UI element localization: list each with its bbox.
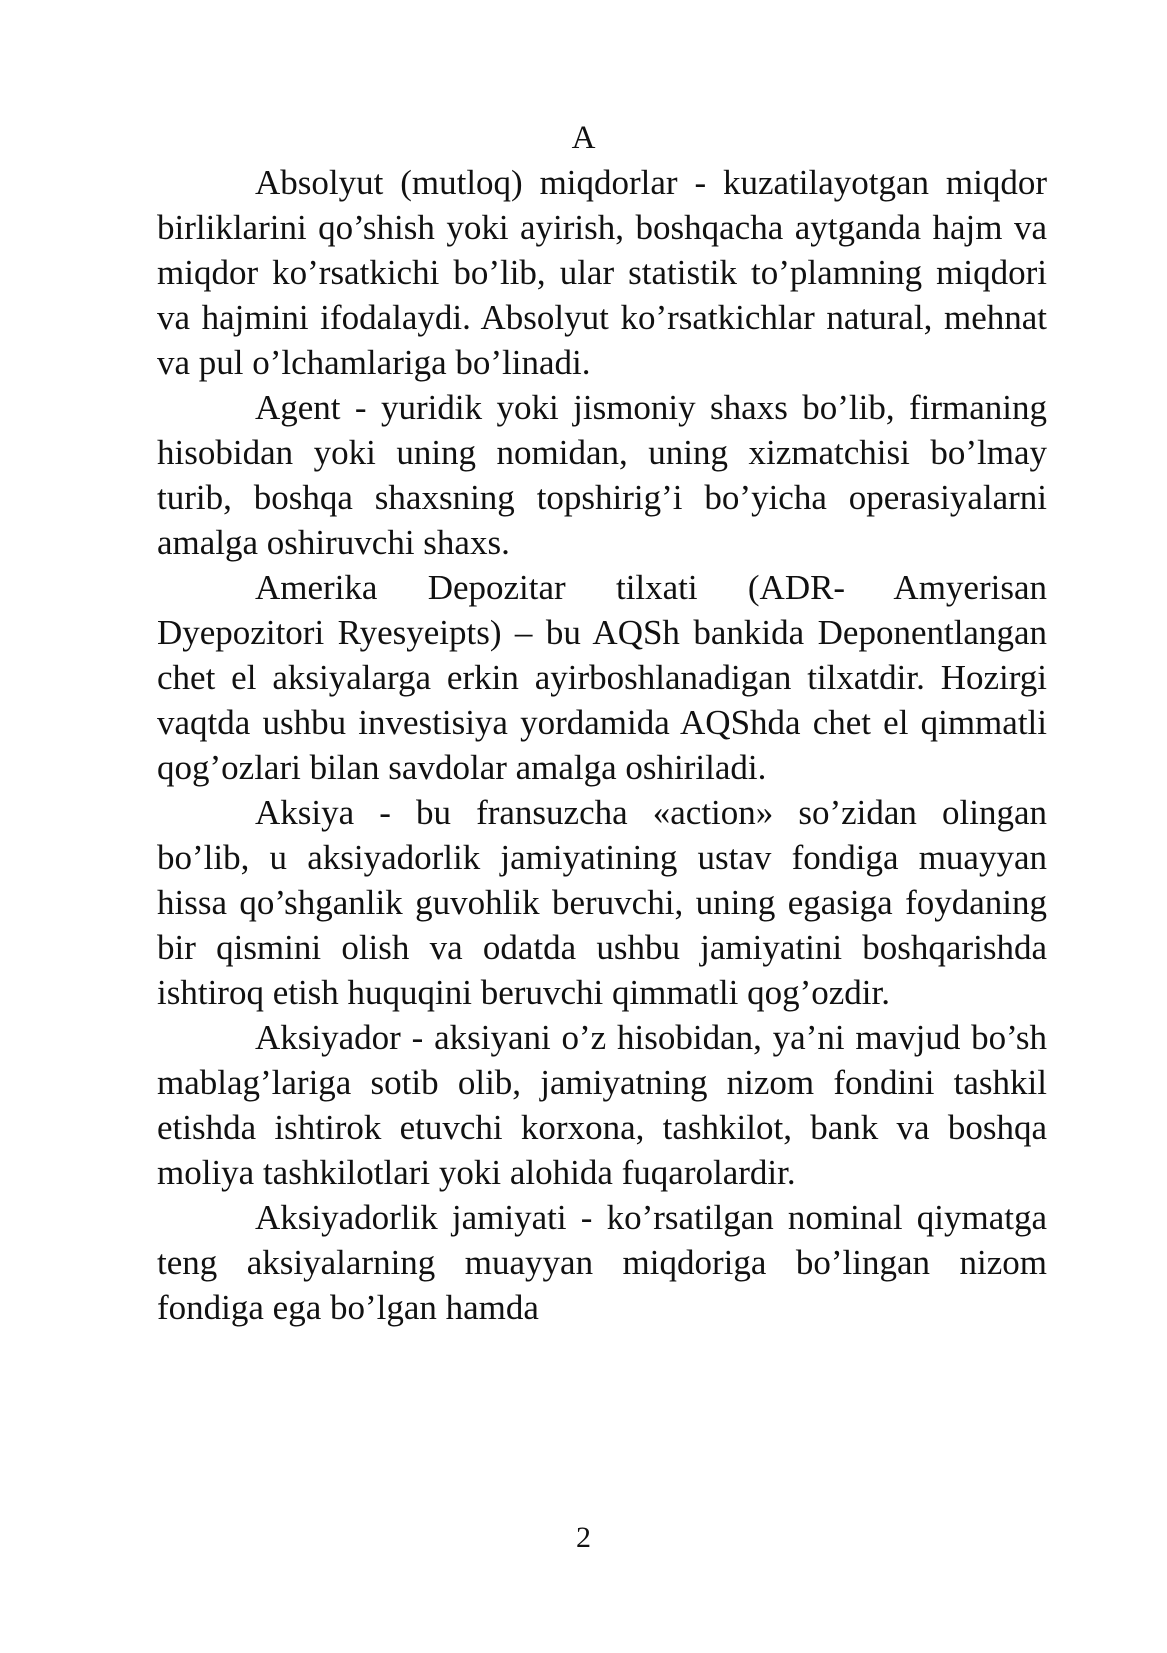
glossary-entry-absolyut: Absolyut (mutloq) miqdorlar - kuzatilayotgan miqdor birliklarini qo’shish yoki ayirish, boshqacha aytganda hajm va miqdor ko’rsatkichi bo’lib, ular statistik to’plamning miqdori va hajmini ifodalaydi. Absolyut ko’rsatkichlar natural, mehnat va pul o’lchamlariga bo’linadi. (157, 163, 1047, 382)
glossary-entries (157, 160, 1047, 1330)
glossary-entry-agent: Agent - yuridik yoki jismoniy shaxs bo’lib, firmaning hisobidan yoki uning nomidan, uning xizmatchisi bo’lmay turib, boshqa shaxsning topshirig’i bo’yicha operasiyalarni amalga oshiruvchi shaxs. (157, 388, 1047, 562)
section-letter: A (571, 120, 596, 156)
glossary-entry-aksiyadorlik-jamiyati: Aksiyadorlik jamiyati - ko’rsatilgan nominal qiymatga teng aksiyalarning muayyan miqdoriga bo’lingan nizom fondiga ega bo’lgan hamda (157, 1198, 1047, 1327)
glossary-entry-aksiyador: Aksiyador - aksiyani o’z hisobidan, ya’ni mavjud bo’sh mablag’lariga sotib olib, jamiyatning nizom fondini tashkil etishda ishtirok etuvchi korxona, tashkilot, bank va boshqa moliya tashkilotlari yoki alohida fuqarolardir. (157, 1018, 1047, 1192)
glossary-entry-aksiya: Aksiya - bu fransuzcha «action» so’zidan olingan bo’lib, u aksiyadorlik jamiyatining ustav fondiga muayyan hissa qo’shganlik guvohlik beruvchi, uning egasiga foydaning bir qismini olish va odatda ushbu jamiyatini boshqarishda ishtiroq etish huquqini beruvchi qimmatli qog’ozdir. (157, 793, 1047, 1012)
glossary-entry-amerika-depozitar: Amerika Depozitar tilxati (ADR- Amyerisan Dyepozitori Ryesyeipts) – bu AQSh bankida Deponentlangan chet el aksiyalarga erkin ayirboshlanadigan tilxatdir. Hozirgi vaqtda ushbu investisiya yordamida AQShda chet el qimmatli qog’ozlari bilan savdolar amalga oshiriladi. (157, 568, 1047, 787)
page-number: 2 (576, 1521, 591, 1554)
